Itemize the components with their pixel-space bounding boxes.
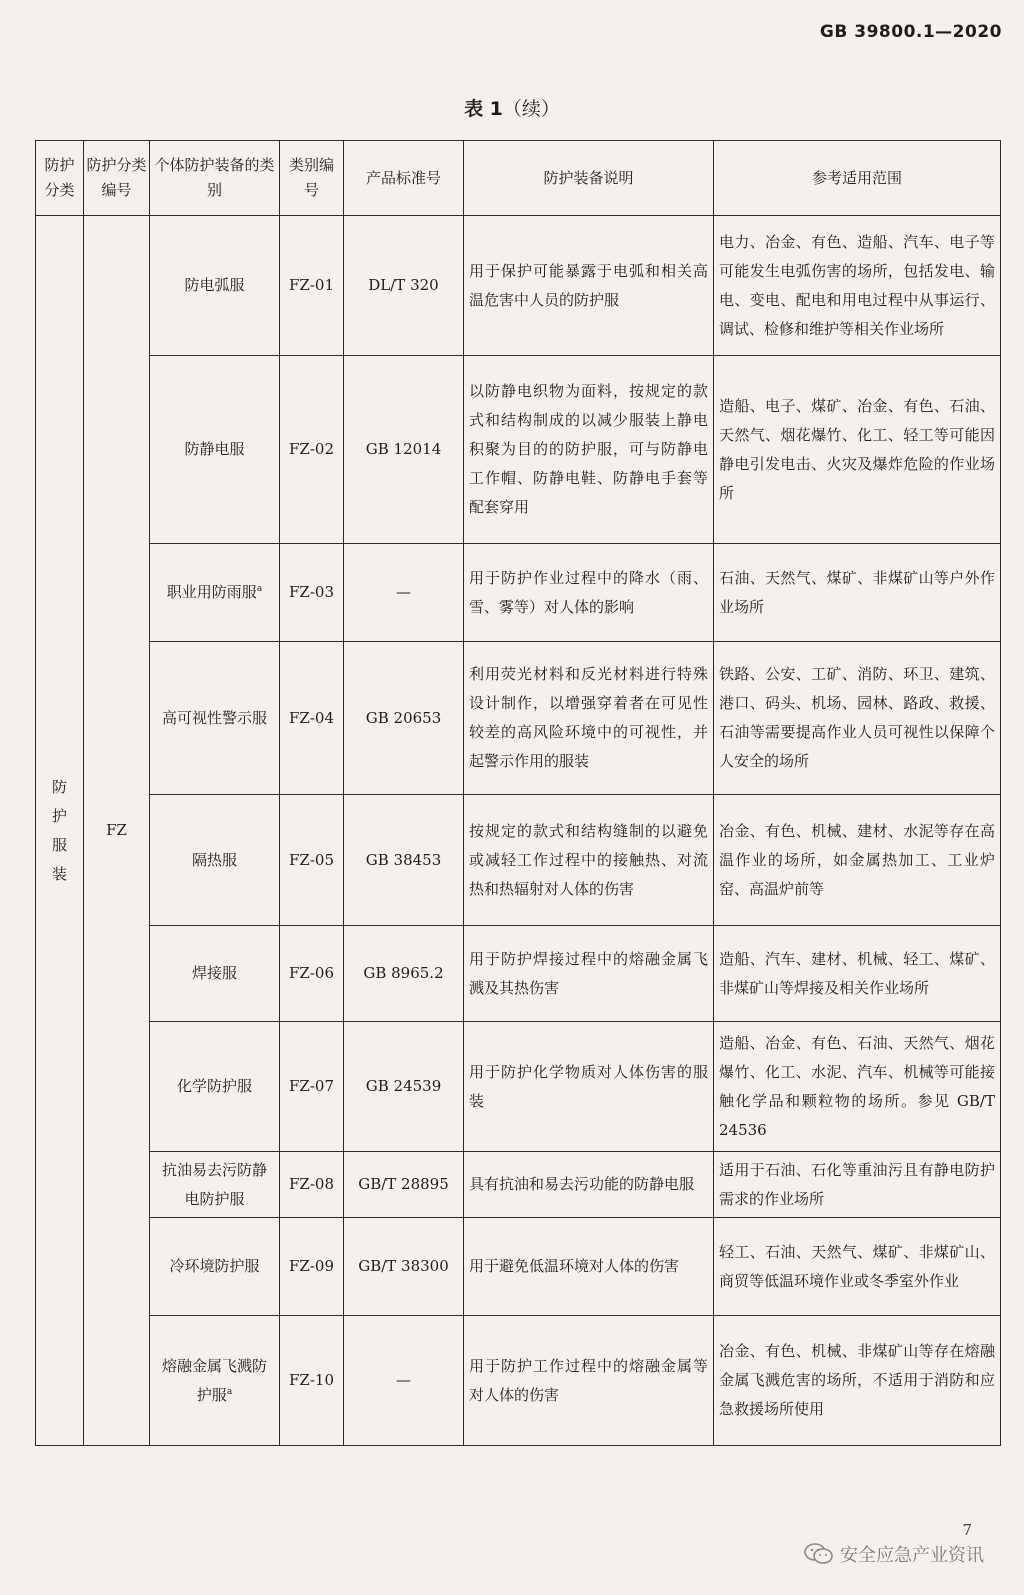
scope-cell: 造船、汽车、建材、机械、轻工、煤矿、非煤矿山等焊接及相关作业场所: [714, 926, 1001, 1022]
standard-cell: GB 38453: [344, 795, 464, 926]
standard-cell: —: [344, 544, 464, 642]
scope-cell: 电力、冶金、有色、造船、汽车、电子等可能发生电弧伤害的场所，包括发电、输电、变电、配电和用电过程中从事运行、调试、检修和维护等相关作业场所: [714, 216, 1001, 356]
standard-cell: DL/T 320: [344, 216, 464, 356]
table-row: [36, 1218, 1001, 1316]
col-header-category-code: 防护分类编号: [84, 141, 150, 216]
standard-cell: GB 8965.2: [344, 926, 464, 1022]
col-header-type-code: 类别编号: [280, 141, 344, 216]
table-header-row: [36, 141, 1001, 216]
col-header-scope: 参考适用范围: [714, 141, 1001, 216]
description-cell: 用于防护作业过程中的降水（雨、雪、雾等）对人体的影响: [464, 544, 714, 642]
table-row: [36, 216, 1001, 356]
equipment-type-cell: 防电弧服: [150, 216, 280, 356]
equipment-table: [35, 140, 1001, 1446]
scope-cell: 铁路、公安、工矿、消防、环卫、建筑、港口、码头、机场、园林、路政、救援、石油等需要提高作业人员可视性以保障个人安全的场所: [714, 642, 1001, 795]
equipment-type-cell: 高可视性警示服: [150, 642, 280, 795]
table-row: [36, 1152, 1001, 1218]
type-code-cell: FZ-03: [280, 544, 344, 642]
scope-cell: 适用于石油、石化等重油污且有静电防护需求的作业场所: [714, 1152, 1001, 1218]
type-code-cell: FZ-02: [280, 356, 344, 544]
standard-cell: —: [344, 1316, 464, 1446]
table-row: [36, 795, 1001, 926]
standard-number: GB 39800.1—2020: [819, 22, 1002, 42]
equipment-type-cell: 化学防护服: [150, 1022, 280, 1152]
scope-cell: 造船、电子、煤矿、冶金、有色、石油、天然气、烟花爆竹、化工、轻工等可能因静电引发电击、火灾及爆炸危险的作业场所: [714, 356, 1001, 544]
scope-cell: 轻工、石油、天然气、煤矿、非煤矿山、商贸等低温环境作业或冬季室外作业: [714, 1218, 1001, 1316]
scope-cell: 冶金、有色、机械、建材、水泥等存在高温作业的场所，如金属热加工、工业炉窑、高温炉前等: [714, 795, 1001, 926]
description-cell: 利用荧光材料和反光材料进行特殊设计制作，以增强穿着者在可见性较差的高风险环境中的可视性，并起警示作用的服装: [464, 642, 714, 795]
description-cell: 用于避免低温环境对人体的伤害: [464, 1218, 714, 1316]
col-header-standard: 产品标准号: [344, 141, 464, 216]
type-code-cell: FZ-06: [280, 926, 344, 1022]
scope-cell: 石油、天然气、煤矿、非煤矿山等户外作业场所: [714, 544, 1001, 642]
scope-cell: 造船、冶金、有色、石油、天然气、烟花爆竹、化工、水泥、汽车、机械等可能接触化学品和颗粒物的场所。参见 GB/T 24536: [714, 1022, 1001, 1152]
description-cell: 用于防护化学物质对人体伤害的服装: [464, 1022, 714, 1152]
equipment-type-cell: 焊接服: [150, 926, 280, 1022]
scope-cell: 冶金、有色、机械、非煤矿山等存在熔融金属飞溅危害的场所，不适用于消防和应急救援场所使用: [714, 1316, 1001, 1446]
description-cell: 用于防护工作过程中的熔融金属等对人体的伤害: [464, 1316, 714, 1446]
description-cell: 以防静电织物为面料，按规定的款式和结构制成的以减少服装上静电积聚为目的的防护服，可与防静电工作帽、防静电鞋、防静电手套等配套穿用: [464, 356, 714, 544]
table-row: [36, 926, 1001, 1022]
equipment-type-cell: 防静电服: [150, 356, 280, 544]
table-title: [0, 94, 1024, 121]
equipment-type-cell: 抗油易去污防静电防护服: [150, 1152, 280, 1218]
equipment-type-cell: 熔融金属飞溅防护服$^a$: [150, 1316, 280, 1446]
equipment-type-cell: 职业用防雨服$^a$: [150, 544, 280, 642]
description-cell: 用于防护焊接过程中的熔融金属飞溅及其热伤害: [464, 926, 714, 1022]
standard-cell: GB 12014: [344, 356, 464, 544]
type-code-cell: FZ-01: [280, 216, 344, 356]
type-code-cell: FZ-05: [280, 795, 344, 926]
wechat-icon: [804, 1542, 834, 1566]
col-header-description: 防护装备说明: [464, 141, 714, 216]
page-number: 7: [962, 1521, 972, 1539]
table-row: [36, 1022, 1001, 1152]
watermark-text: 安全应急产业资讯: [840, 1545, 984, 1566]
table-title-continued: （续）: [502, 98, 560, 120]
type-code-cell: FZ-10: [280, 1316, 344, 1446]
description-cell: 用于保护可能暴露于电弧和相关高温危害中人员的防护服: [464, 216, 714, 356]
description-cell: 按规定的款式和结构缝制的以避免或减轻工作过程中的接触热、对流热和热辐射对人体的伤害: [464, 795, 714, 926]
category-code-cell: FZ: [84, 216, 150, 1446]
type-code-cell: FZ-04: [280, 642, 344, 795]
col-header-category: 防护分类: [36, 141, 84, 216]
table-row: [36, 356, 1001, 544]
standard-cell: GB 24539: [344, 1022, 464, 1152]
standard-cell: GB/T 28895: [344, 1152, 464, 1218]
table-row: [36, 544, 1001, 642]
standard-cell: GB/T 38300: [344, 1218, 464, 1316]
type-code-cell: FZ-08: [280, 1152, 344, 1218]
watermark: [804, 1541, 984, 1567]
table-title-main: 表 1: [464, 98, 503, 120]
table-row: [36, 642, 1001, 795]
description-cell: 具有抗油和易去污功能的防静电服: [464, 1152, 714, 1218]
equipment-type-cell: 隔热服: [150, 795, 280, 926]
type-code-cell: FZ-07: [280, 1022, 344, 1152]
table-row: [36, 1316, 1001, 1446]
col-header-equipment-type: 个体防护装备的类别: [150, 141, 280, 216]
standard-cell: GB 20653: [344, 642, 464, 795]
category-cell: 防护服装: [36, 216, 84, 1446]
type-code-cell: FZ-09: [280, 1218, 344, 1316]
equipment-type-cell: 冷环境防护服: [150, 1218, 280, 1316]
